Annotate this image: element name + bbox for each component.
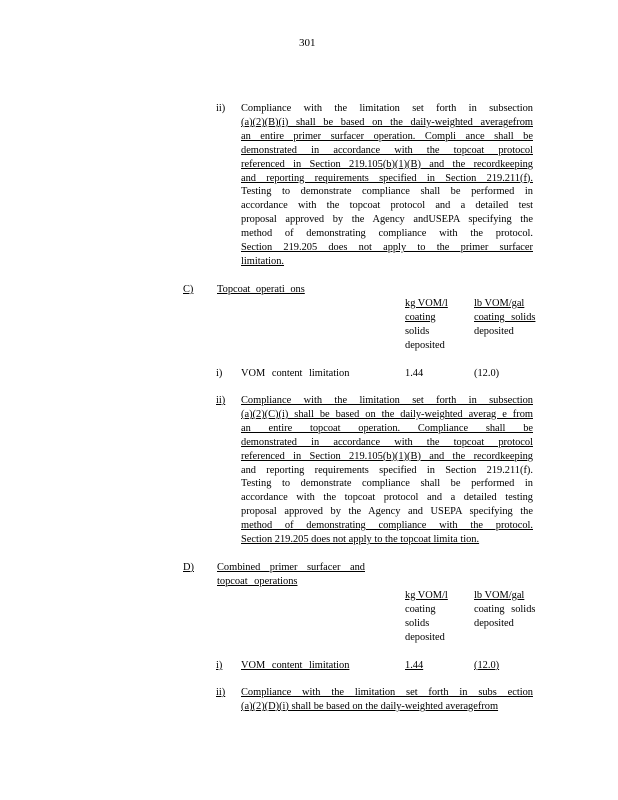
paragraph-line: and reporting requirements specified in Section 219.211(f). [241,172,533,184]
page-number: 301 [299,37,316,49]
header-line: coating solids [474,603,536,615]
title-line: topcoat operations [217,575,298,587]
paragraph-line: accordance with the topcoat protocol and a detailed testing [241,492,533,504]
paragraph-line: an entire primer surfacer operation. Compli ance shall be [241,130,533,142]
section-c-row-i-label: VOM content limitation [241,368,350,379]
paragraph-line: method of demonstrating compliance with the protocol. [241,520,533,532]
paragraph-line: Testing to demonstrate compliance shall be performed in [241,478,533,490]
section-d-kg-header [405,589,448,645]
paragraph-line: Section 219.205 does not apply to the primer surfacer [241,242,533,254]
paragraph-line: referenced in Section 219.105(b)(1)(B) and the recordkeeping [241,158,533,170]
paragraph-line: Compliance with the limitation set forth in subsection [241,395,533,406]
header-line: deposited [405,339,445,351]
section-c-item-ii-marker: ii) [216,395,226,406]
section-d-item-ii-marker: ii) [216,687,226,698]
paragraph-line: and reporting requirements specified in Section 219.211(f). [241,464,533,476]
header-line: kg VOM/l [405,298,448,309]
section-d-row-i-marker: i) [216,660,223,671]
paragraph-line: demonstrated in accordance with the topcoat protocol [241,144,533,156]
paragraph-line: demonstrated in accordance with the topcoat protocol [241,436,533,448]
header-line: kg VOM/l [405,590,448,601]
paragraph-line: (a)(2)(D)(i) shall be based on the daily-weighted averagefrom [241,700,499,712]
paragraph-line: limitation. [241,255,285,267]
paragraph-line: (a)(2)(B)(i) shall be based on the daily-weighted averagefrom [241,116,533,128]
header-line: deposited [474,325,514,337]
prev-item-paragraph [241,102,533,269]
section-c-title: Topcoat operati ons [217,284,305,295]
paragraph-line: method of demonstrating compliance with the protocol. [241,228,533,240]
paragraph-line: Compliance with the limitation set forth in subs ection [241,687,533,698]
header-line: coating solids [474,311,536,323]
header-line: lb VOM/gal [474,590,525,601]
section-c-row-i-kg: 1.44 [405,368,424,379]
paragraph-line: Compliance with the limitation set forth in subsection [241,103,533,114]
paragraph-line: an entire topcoat operation. Compliance shall be [241,422,533,434]
header-line: deposited [405,631,445,643]
paragraph-line: referenced in Section 219.105(b)(1)(B) and the recordkeeping [241,450,533,462]
paragraph-line: Section 219.205 does not apply to the topcoat limita tion. [241,534,480,546]
section-d-title [217,561,365,589]
prev-item-marker: ii) [216,103,226,114]
section-c-lb-header [474,297,535,339]
section-d-marker: D) [183,562,194,573]
section-d-row-i-kg: 1.44 [405,660,424,671]
section-d-row-i-label: VOM content limitation [241,660,350,671]
section-c-item-ii-paragraph [241,394,533,547]
section-c-row-i-lb: (12.0) [474,368,500,379]
section-c-row-i-marker: i) [216,368,223,379]
header-line: deposited [474,617,514,629]
section-d-item-ii-paragraph [241,686,533,714]
header-line: coating [405,311,436,323]
section-c-marker: C) [183,284,194,295]
paragraph-line: proposal approved by the Agency and USEPA specifying the [241,506,533,518]
header-line: solids [405,325,430,337]
header-line: lb VOM/gal [474,298,525,309]
paragraph-line: accordance with the topcoat protocol and a detailed test [241,200,533,212]
paragraph-line: proposal approved by the Agency andUSEPA specifying the [241,214,533,226]
paragraph-line: Testing to demonstrate compliance shall be performed in [241,186,533,198]
section-d-lb-header [474,589,535,631]
section-d-row-i-lb: (12.0) [474,660,500,671]
header-line: coating [405,603,436,615]
paragraph-line: (a)(2)(C)(i) shall be based on the daily-weighted averag e from [241,408,533,420]
header-line: solids [405,617,430,629]
section-c-kg-header [405,297,448,353]
title-line: Combined primer surfacer and [217,562,365,573]
